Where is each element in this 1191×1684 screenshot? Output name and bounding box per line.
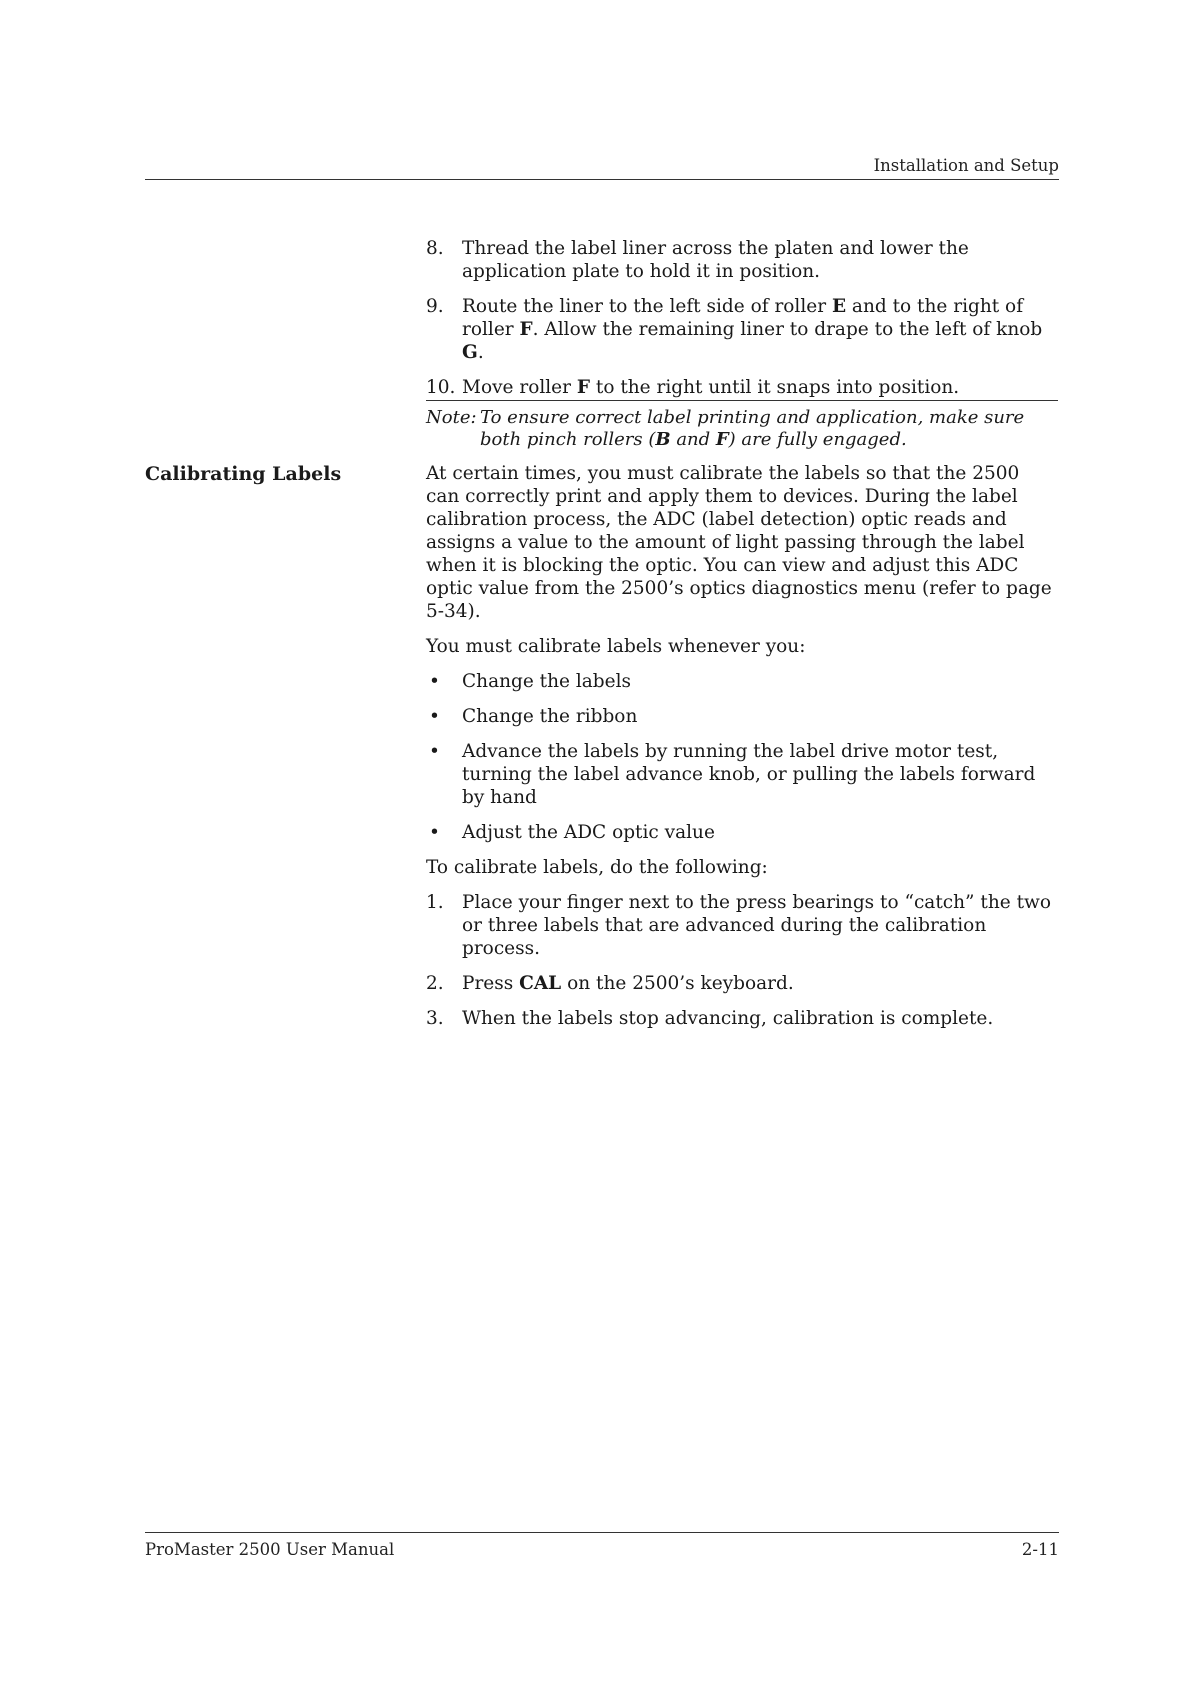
- step-text-part: and to the right of roller: [462, 296, 1024, 340]
- bullet-marker: •: [429, 706, 440, 727]
- note-box: [426, 400, 1058, 451]
- roller-f-label: F: [715, 429, 729, 450]
- step-text-part: on the 2500’s keyboard.: [561, 973, 794, 994]
- step-text: When the labels stop advancing, calibration is complete.: [462, 1008, 994, 1029]
- step-text: Thread the label liner across the platen and lower the application plate to hold it in position.: [462, 238, 969, 282]
- calibration-step-1: [426, 891, 1058, 960]
- step-number: 10.: [426, 377, 456, 398]
- step-number: 8.: [426, 238, 444, 259]
- bullet-marker: •: [429, 671, 440, 692]
- roller-b-label: B: [655, 429, 671, 450]
- bullet-marker: •: [429, 822, 440, 843]
- step-number: 3.: [426, 1008, 444, 1029]
- roller-e-label: E: [831, 296, 847, 317]
- section-body: [426, 462, 1058, 1042]
- footer-rule: [145, 1532, 1059, 1533]
- running-head: Installation and Setup: [873, 156, 1059, 175]
- note-text-part: To ensure correct label printing and application, make sure both pinch rollers (: [480, 407, 1025, 450]
- step-number: 1.: [426, 892, 444, 913]
- step-text-part: .: [477, 342, 484, 363]
- step-text: [462, 973, 794, 994]
- intro-paragraph: At certain times, you must calibrate the labels so that the 2500 can correctly print and apply them to devices. During the label calibration process, the ADC (label detection) optic reads and assigns a value to the amount of light passing through the label when it is blocking the optic. You can view and adjust this ADC optic value from the 2500’s optics diagnostics menu (refer to page 5-34).: [426, 463, 1052, 622]
- whenever-lead: You must calibrate labels whenever you:: [426, 636, 806, 657]
- bullet-item: [426, 670, 1058, 693]
- bullet-text: Change the labels: [462, 671, 632, 692]
- roller-f-label: F: [576, 377, 590, 398]
- note-label: Note:: [426, 407, 477, 428]
- cal-key-label: CAL: [519, 973, 562, 994]
- calibration-step-3: [426, 1007, 1058, 1030]
- header-rule: [145, 179, 1059, 180]
- step-text-part: . Allow the remaining liner to drape to the left of knob: [532, 319, 1043, 340]
- bullet-text: Advance the labels by running the label drive motor test, turning the label advance knob, or pulling the labels forward by hand: [462, 741, 1036, 808]
- bullet-item: [426, 740, 1058, 809]
- bullet-item: [426, 705, 1058, 728]
- page-number: 2-11: [1021, 1540, 1059, 1559]
- bullet-text: Adjust the ADC optic value: [462, 822, 715, 843]
- knob-g-label: G: [462, 342, 478, 363]
- step-8: [426, 237, 1058, 283]
- note-text: [426, 407, 1058, 451]
- roller-f-label: F: [519, 319, 533, 340]
- step-text-part: Press: [462, 973, 520, 994]
- step-10: [426, 376, 1058, 399]
- step-text: [462, 296, 1042, 363]
- note-text-part: ) are fully engaged.: [728, 429, 907, 450]
- footer-manual-title: ProMaster 2500 User Manual: [145, 1540, 395, 1559]
- section-heading: Calibrating Labels: [145, 463, 342, 485]
- step-9: [426, 295, 1058, 364]
- step-text-part: to the right until it snaps into position.: [590, 377, 960, 398]
- step-number: 9.: [426, 296, 444, 317]
- note-text-part: and: [670, 429, 716, 450]
- step-text: Place your finger next to the press bearings to “catch” the two or three labels that are advanced during the calibration process.: [462, 892, 1051, 959]
- procedure-lead: To calibrate labels, do the following:: [426, 857, 768, 878]
- bullet-item: [426, 821, 1058, 844]
- bullet-marker: •: [429, 741, 440, 762]
- calibration-step-2: [426, 972, 1058, 995]
- steps-top: [426, 237, 1058, 411]
- step-text: [462, 377, 959, 398]
- step-text-part: Move roller: [462, 377, 577, 398]
- step-text-part: Route the liner to the left side of roller: [462, 296, 832, 317]
- step-number: 2.: [426, 973, 444, 994]
- bullet-text: Change the ribbon: [462, 706, 638, 727]
